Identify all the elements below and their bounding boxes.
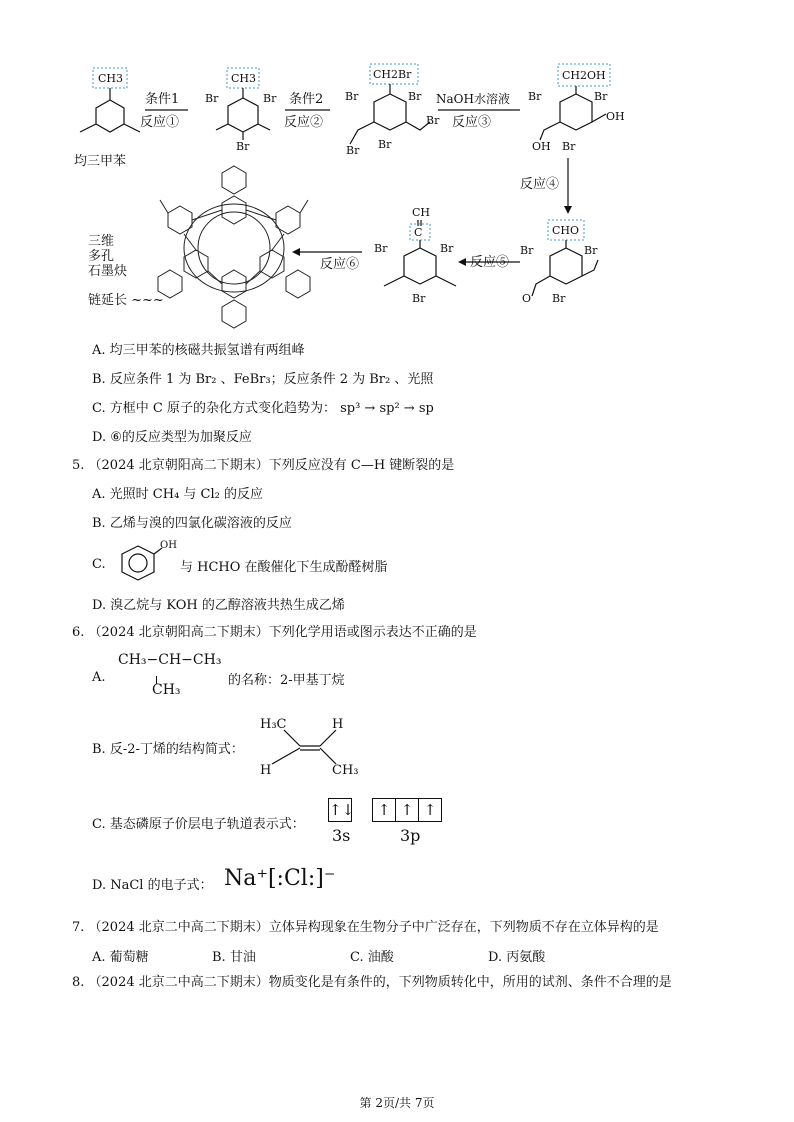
q6-option-d-text: D. NaCl 的电子式： <box>92 878 213 893</box>
triethynyl-structure <box>374 206 456 305</box>
orbital-3s-label: 3s <box>332 826 351 845</box>
svg-text:CH2OH: CH2OH <box>562 69 606 82</box>
svg-text:Br: Br <box>346 144 360 157</box>
q7-option-a: A. 葡萄糖 <box>92 950 149 965</box>
svg-text:Br: Br <box>552 292 566 305</box>
reaction-6-label: 反应⑥ <box>320 257 360 272</box>
graphyne-network-structure <box>158 166 310 328</box>
q6-a-formula: CH₃−CH−CH₃ <box>118 652 222 668</box>
svg-text:Br: Br <box>378 138 392 151</box>
svg-text:CH3: CH3 <box>231 72 257 85</box>
q6-option-b-text: B. 反-2-丁烯的结构简式： <box>92 742 244 757</box>
svg-text:Br: Br <box>528 90 542 103</box>
svg-text:OH: OH <box>606 110 625 123</box>
chain-extension-label: 链延长 ~~~ <box>88 293 164 308</box>
condition-2-label: 条件2 <box>289 92 324 107</box>
reaction-3-label: 反应③ <box>452 115 492 130</box>
trans-2-butene-structure <box>256 710 366 782</box>
q5-option-a: A. 光照时 CH₄ 与 Cl₂ 的反应 <box>92 487 263 502</box>
reaction-2-label: 反应② <box>284 115 324 130</box>
q4-option-a: A. 均三甲苯的核磁共振氢谱有两组峰 <box>92 343 305 358</box>
q5-stem: 5. （2024 北京朝阳高二下期末）下列反应没有 C—H 键断裂的是 <box>72 458 455 473</box>
q8-stem: 8. （2024 北京二中高二下期末）物质变化是有条件的，下列物质转化中，所用的试剂、条件不合理的是 <box>72 975 672 990</box>
phenol-structure <box>114 538 178 582</box>
orbital-3p-box-2: ↑ <box>396 798 419 822</box>
svg-text:H: H <box>260 763 272 778</box>
tribromomesitylene-structure <box>205 68 277 153</box>
svg-text:O: O <box>522 292 532 305</box>
nacl-electron-formula: Na⁺[:Cl:]⁻ <box>224 866 336 891</box>
q7-option-d: D. 丙氨酸 <box>488 950 546 965</box>
q7-stem: 7. （2024 北京二中高二下期末）立体异构现象在生物分子中广泛存在，下列物质不存在立体异构的是 <box>72 920 659 935</box>
reaction-5-label: 反应⑤ <box>470 255 510 270</box>
orbital-3p-box-3: ↑ <box>419 798 442 822</box>
reaction-4-label: 反应④ <box>520 177 560 192</box>
orbital-3s-box: ↑↓ <box>328 798 352 822</box>
mesitylene-ch3: CH3 <box>98 72 124 85</box>
orbital-3p <box>372 798 442 822</box>
svg-text:OH: OH <box>532 140 551 153</box>
svg-text:OH: OH <box>160 540 177 551</box>
q4-option-b: B. 反应条件 1 为 Br₂ 、FeBr₃；反应条件 2 为 Br₂ 、光照 <box>92 372 434 387</box>
svg-text:Br: Br <box>263 92 277 105</box>
svg-text:CH: CH <box>412 206 431 219</box>
svg-text:CH2Br: CH2Br <box>373 68 412 81</box>
q4-option-c: C. 方框中 C 原子的杂化方式变化趋势为： sp³ → sp² → sp <box>92 401 434 416</box>
svg-text:Br: Br <box>374 242 388 255</box>
q5-option-c-text: 与 HCHO 在酸催化下生成酚醛树脂 <box>180 560 388 575</box>
svg-text:C: C <box>414 226 423 239</box>
q6-option-c-text: C. 基态磷原子价层电子轨道表示式： <box>92 817 305 832</box>
q6-stem: 6. （2024 北京朝阳高二下期末）下列化学用语或图示表达不正确的是 <box>72 625 477 640</box>
tris-bromomethyl-structure <box>345 64 440 157</box>
naoh-condition-label: NaOH水溶液 <box>436 92 510 106</box>
svg-text:Br: Br <box>584 244 598 257</box>
svg-text:Br: Br <box>426 114 440 127</box>
orbital-3p-box-1: ↑ <box>372 798 396 822</box>
reaction-1-label: 反应① <box>140 115 180 130</box>
q6-option-a-prefix: A. <box>92 670 106 685</box>
q5-option-b: B. 乙烯与溴的四氯化碳溶液的反应 <box>92 516 292 531</box>
mesitylene-structure <box>80 68 140 132</box>
q4-option-d: D. ⑥的反应类型为加聚反应 <box>92 430 252 445</box>
svg-text:Br: Br <box>205 92 219 105</box>
svg-text:Br: Br <box>562 140 576 153</box>
condition-1-label: 条件1 <box>145 92 180 107</box>
trialdehyde-structure <box>520 220 598 305</box>
svg-text:CHO: CHO <box>552 224 580 237</box>
graphyne-label-line1: 三维 <box>88 234 115 249</box>
q7-option-c: C. 油酸 <box>350 950 394 965</box>
page-footer: 第 2页/共 7页 <box>359 1096 435 1110</box>
svg-text:Br: Br <box>594 90 608 103</box>
svg-text:H: H <box>332 717 344 732</box>
graphyne-label-line3: 石墨炔 <box>88 264 128 279</box>
svg-text:Br: Br <box>412 292 426 305</box>
svg-text:Br: Br <box>345 90 359 103</box>
triol-structure <box>528 64 625 153</box>
orbital-3p-label: 3p <box>400 826 421 845</box>
orbital-3s <box>328 798 355 822</box>
mesitylene-label: 均三甲苯 <box>74 154 127 169</box>
svg-text:Br: Br <box>440 242 454 255</box>
graphyne-label-line2: 多孔 <box>88 249 115 264</box>
q7-option-b: B. 甘油 <box>212 950 256 965</box>
q6-option-a-text: 的名称：2-甲基丁烷 <box>228 673 345 688</box>
svg-text:Br: Br <box>520 244 534 257</box>
q5-option-d: D. 溴乙烷与 KOH 的乙醇溶液共热生成乙烯 <box>92 598 345 613</box>
svg-text:Br: Br <box>408 90 422 103</box>
q5-option-c-prefix: C. <box>92 557 106 572</box>
q6-a-methyl-branch: CH₃ <box>152 682 181 698</box>
reaction-scheme <box>0 0 794 340</box>
svg-text:CH₃: CH₃ <box>332 763 359 778</box>
svg-text:Br: Br <box>236 140 250 153</box>
svg-text:H₃C: H₃C <box>260 717 287 732</box>
